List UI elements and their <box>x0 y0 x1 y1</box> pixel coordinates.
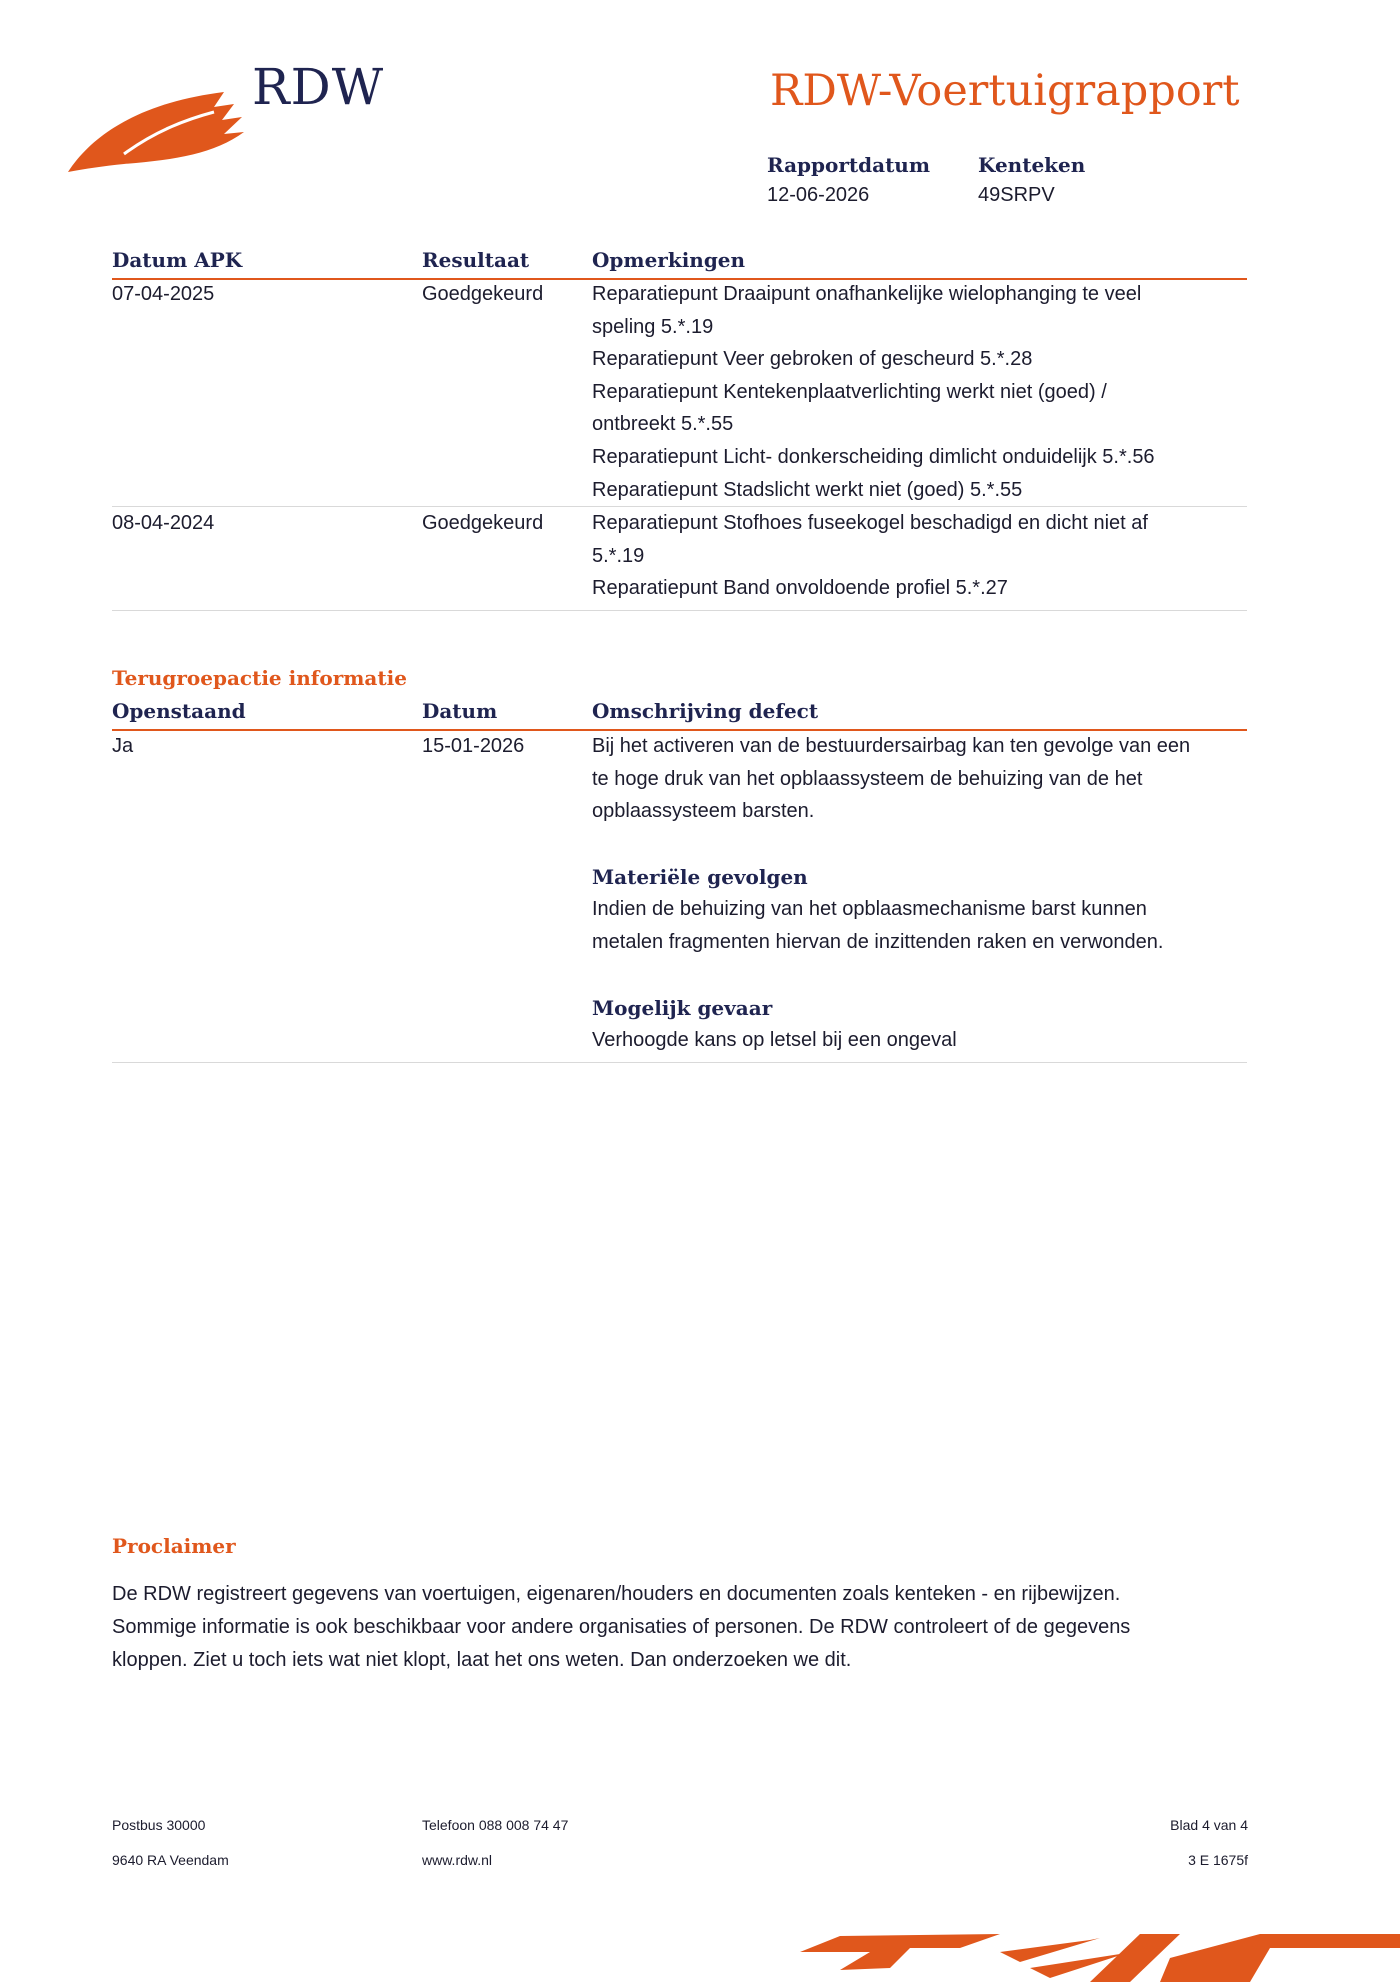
col-result: Resultaat <box>422 248 530 272</box>
footer-postbus: Postbus 30000 <box>112 1817 206 1833</box>
remark-line: Reparatiepunt Stadslicht werkt niet (goed) 5.*.55 <box>592 478 1023 501</box>
table-row <box>112 507 1247 611</box>
recall-date-value: 15-01-2026 <box>422 735 525 757</box>
report-date-value: 12-06-2026 <box>767 184 870 206</box>
remark-line: speling 5.*.19 <box>592 315 714 338</box>
logo-text: RDW <box>252 58 385 116</box>
apk-remarks <box>592 507 1242 605</box>
remark-line: Reparatiepunt Kentekenplaatverlichting werkt niet (goed) / <box>592 380 1107 403</box>
remark-line: Reparatiepunt Draaipunt onafhankelijke wielophanging te veel <box>592 283 1142 305</box>
plate-value: 49SRPV <box>978 184 1055 206</box>
apk-date: 07-04-2025 <box>112 283 215 305</box>
col-defect: Omschrijving defect <box>592 699 819 723</box>
recall-table-header <box>112 699 1247 731</box>
report-date-label: Rapportdatum <box>767 153 931 177</box>
remark-line: 5.*.19 <box>592 544 645 567</box>
apk-table-header <box>112 248 1247 280</box>
defect-line: te hoge druk van het opblaassysteem de behuizing van de het <box>592 767 1143 790</box>
consequences-line: metalen fragmenten hiervan de inzittenden raken en verwonden. <box>592 930 1164 953</box>
consequences-line: Indien de behuizing van het opblaasmechanisme barst kunnen <box>592 898 1147 921</box>
decorative-stripes-icon <box>800 1918 1400 1982</box>
recall-description <box>592 730 1242 1057</box>
apk-date: 08-04-2024 <box>112 512 215 534</box>
remark-line: Reparatiepunt Band onvoldoende profiel 5.*.27 <box>592 577 1008 600</box>
col-remarks: Opmerkingen <box>592 248 746 272</box>
proclaimer-title: Proclaimer <box>112 1534 236 1558</box>
footer-website: www.rdw.nl <box>422 1852 493 1868</box>
remark-line: Reparatiepunt Veer gebroken of gescheurd 5.*.28 <box>592 348 1033 371</box>
remark-line: ontbreekt 5.*.55 <box>592 413 734 436</box>
proclaimer-text <box>112 1578 1252 1677</box>
consequences-title: Materiële gevolgen <box>592 864 808 889</box>
col-date: Datum <box>422 699 498 723</box>
remark-line: Reparatiepunt Licht- donkerscheiding dimlicht onduidelijk 5.*.56 <box>592 445 1155 468</box>
table-row <box>112 730 1247 1063</box>
table-row <box>112 278 1247 507</box>
footer-page: Blad 4 van 4 <box>1170 1817 1248 1833</box>
apk-result: Goedgekeurd <box>422 512 544 534</box>
col-open: Openstaand <box>112 699 246 723</box>
plate-label: Kenteken <box>978 153 1086 177</box>
remark-line: Reparatiepunt Stofhoes fuseekogel beschadigd en dicht niet af <box>592 512 1148 534</box>
col-date-apk: Datum APK <box>112 248 243 272</box>
footer-city: 9640 RA Veendam <box>112 1852 229 1868</box>
proclaimer-line: De RDW registreert gegevens van voertuigen, eigenaren/houders en documenten zoals kenteken - en rijbewijzen. <box>112 1583 1121 1605</box>
recall-open-value: Ja <box>112 735 134 757</box>
defect-line: opblaassysteem barsten. <box>592 800 815 823</box>
apk-result: Goedgekeurd <box>422 283 544 305</box>
defect-line: Bij het activeren van de bestuurdersairbag kan ten gevolge van een <box>592 735 1191 757</box>
apk-remarks <box>592 278 1242 506</box>
page-title: RDW-Voertuigrapport <box>770 66 1240 116</box>
proclaimer-line: kloppen. Ziet u toch iets wat niet klopt, laat het ons weten. Dan onderzoeken we dit. <box>112 1649 852 1671</box>
footer-code: 3 E 1675f <box>1188 1852 1248 1868</box>
recall-section-title: Terugroepactie informatie <box>112 666 407 690</box>
danger-text: Verhoogde kans op letsel bij een ongeval <box>592 1029 957 1052</box>
danger-title: Mogelijk gevaar <box>592 995 773 1020</box>
footer-phone: Telefoon 088 008 74 47 <box>422 1817 569 1833</box>
proclaimer-line: Sommige informatie is ook beschikbaar voor andere organisaties of personen. De RDW controleert of de gegevens <box>112 1616 1131 1638</box>
